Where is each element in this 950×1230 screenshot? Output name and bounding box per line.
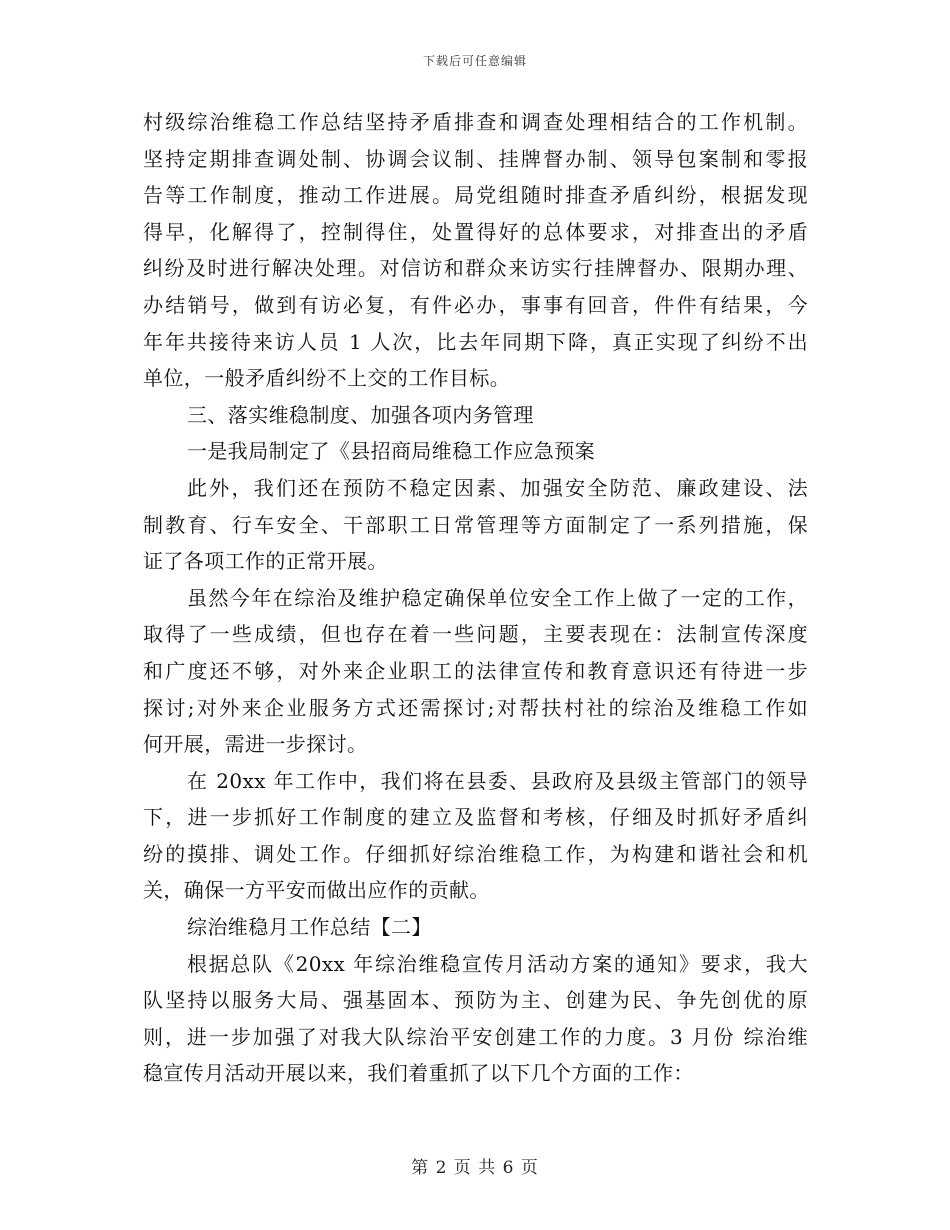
section-heading: 三、落实维稳制度、加强各项内务管理	[187, 402, 534, 427]
text-line: 办结销号，做到有访必复，有件必办，事事有回音，件件有结果，今	[143, 292, 808, 317]
text-line: 一是我局制定了《县招商局维稳工作应急预案	[187, 439, 595, 464]
text-line: 何开展，需进一步探讨。	[143, 732, 368, 757]
text-line: 稳宣传月活动开展以来，我们着重抓了以下几个方面的工作：	[143, 1061, 694, 1086]
text-line: 纠纷及时进行解决处理。对信访和群众来访实行挂牌督办、限期办理、	[143, 256, 808, 281]
text-line: 和广度还不够，对外来企业职工的法律宣传和教育意识还有待进一步	[143, 658, 808, 683]
text-line: 坚持定期排查调处制、协调会议制、挂牌督办制、领导包案制和零报	[143, 146, 808, 171]
text-line: 年年共接待来访人员 1 人次，比去年同期下降，真正实现了纠纷不出	[143, 329, 808, 354]
section-heading: 综治维稳月工作总结【二】	[187, 915, 432, 940]
text-line: 得早，化解得了，控制得住，处置得好的总体要求，对排查出的矛盾	[143, 219, 808, 244]
page-footer: 第 2 页 共 6 页	[411, 1158, 539, 1178]
text-line: 根据总队《20xx 年综治维稳宣传月活动方案的通知》要求，我大	[187, 951, 808, 976]
text-line: 告等工作制度，推动工作进展。局党组随时排查矛盾纠纷，根据发现	[143, 183, 808, 208]
text-line: 取得了一些成绩，但也存在着一些问题，主要表现在：法制宣传深度	[143, 622, 808, 647]
document-body	[143, 104, 808, 1092]
text-line: 虽然今年在综治及维护稳定确保单位安全工作上做了一定的工作，	[187, 585, 808, 610]
text-line: 关，确保一方平安而做出应作的贡献。	[143, 878, 490, 903]
text-line: 制教育、行车安全、干部职工日常管理等方面制定了一系列措施，保	[143, 512, 808, 537]
text-line: 纷的摸排、调处工作。仔细抓好综治维稳工作，为构建和谐社会和机	[143, 841, 808, 866]
text-line: 此外，我们还在预防不稳定因素、加强安全防范、廉政建设、法	[187, 475, 808, 500]
text-line: 村级综治维稳工作总结坚持矛盾排查和调查处理相结合的工作机制。	[143, 110, 808, 134]
text-line: 证了各项工作的正常开展。	[143, 549, 388, 574]
text-line: 队坚持以服务大局、强基固本、预防为主、创建为民、争先创优的原	[143, 988, 808, 1013]
text-line: 在 20xx 年工作中，我们将在县委、县政府及县级主管部门的领导	[187, 768, 808, 793]
text-line: 探讨;对外来企业服务方式还需探讨;对帮扶村社的综治及维稳工作如	[143, 695, 808, 720]
text-line: 下，进一步抓好工作制度的建立及监督和考核，仔细及时抓好矛盾纠	[143, 805, 808, 830]
text-line: 单位，一般矛盾纠纷不上交的工作目标。	[143, 366, 511, 391]
text-line: 则，进一步加强了对我大队综治平安创建工作的力度。3 月份 综治维	[143, 1024, 808, 1049]
page-header: 下载后可任意编辑	[422, 54, 527, 68]
